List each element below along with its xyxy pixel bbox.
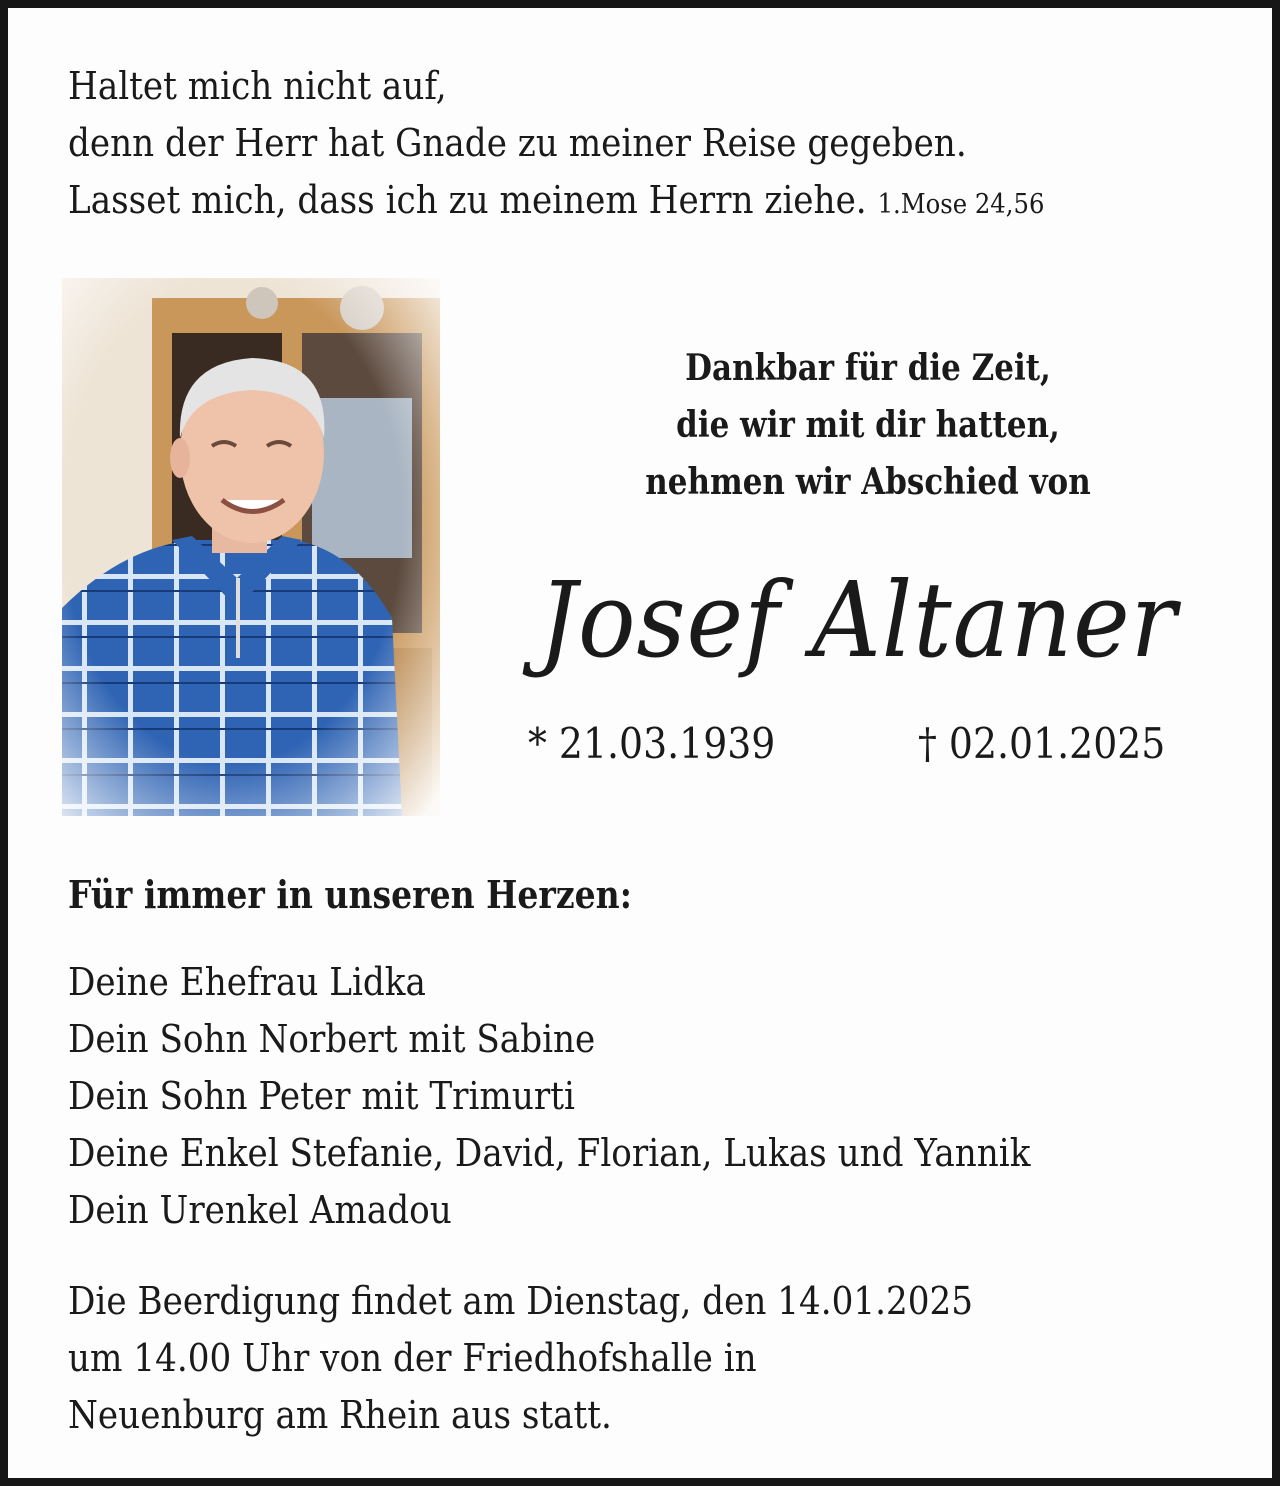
verse-line-3 — [68, 172, 1121, 233]
intro-line-1: Dankbar für die Zeit, — [685, 347, 1051, 389]
family-member: Dein Urenkel Amadou — [68, 1188, 452, 1232]
verse-line-1: Haltet mich nicht auf, — [68, 64, 447, 108]
farewell-intro — [610, 340, 1126, 511]
verse-line-3-text: Lasset mich, dass ich zu meinem Herrn ziehe. — [68, 178, 867, 222]
funeral-line-2: um 14.00 Uhr von der Friedhofshalle in — [68, 1336, 757, 1380]
family-member: Deine Enkel Stefanie, David, Florian, Lukas und Yannik — [68, 1131, 1031, 1175]
portrait-illustration — [62, 278, 440, 816]
birth-date: * 21.03.1939 — [528, 719, 776, 768]
family-member: Dein Sohn Norbert mit Sabine — [68, 1017, 596, 1061]
verse-reference: 1.Mose 24,56 — [877, 189, 1045, 220]
intro-line-3: nehmen wir Abschied von — [645, 461, 1091, 503]
family-heading: Für immer in unseren Herzen: — [68, 872, 632, 917]
bible-verse — [68, 58, 1121, 233]
family-member: Deine Ehefrau Lidka — [68, 960, 426, 1004]
funeral-line-3: Neuenburg am Rhein aus statt. — [68, 1393, 612, 1437]
portrait-photo — [62, 278, 440, 816]
funeral-line-1: Die Beerdigung findet am Dienstag, den 14.01.2025 — [68, 1279, 974, 1323]
death-date: † 02.01.2025 — [918, 719, 1166, 768]
funeral-notice — [68, 1273, 1121, 1444]
intro-line-2: die wir mit dir hatten, — [676, 404, 1060, 446]
verse-line-2: denn der Herr hat Gnade zu meiner Reise gegeben. — [68, 121, 967, 165]
family-member: Dein Sohn Peter mit Trimurti — [68, 1074, 575, 1118]
deceased-name: Josef Altaner — [538, 559, 1178, 681]
family-list — [68, 954, 1121, 1239]
